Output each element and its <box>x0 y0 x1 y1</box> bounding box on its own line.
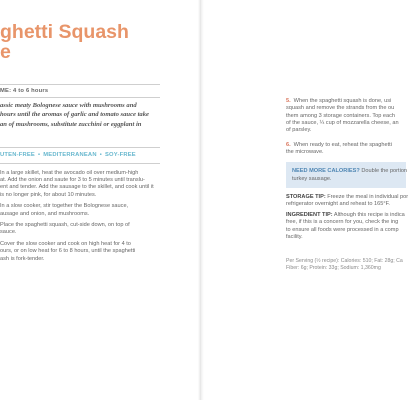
intro-text <box>0 101 158 129</box>
step-line: Cover the slow cooker and cook on high heat for 4 to <box>0 241 131 248</box>
recipe-title <box>0 22 129 62</box>
tip-label: STORAGE TIP: <box>286 194 326 200</box>
tip-line: refrigerator overnight and reheat to 165°F. <box>286 201 390 208</box>
tag-separator-icon: • <box>37 152 41 158</box>
step-item <box>0 203 160 217</box>
steps-left <box>0 170 160 267</box>
tip-line <box>286 212 405 219</box>
right-page <box>200 0 408 400</box>
callout-text: Double the portion <box>361 168 408 174</box>
tip-text: Freeze the meal in individual por <box>327 194 408 200</box>
step-item <box>0 222 160 236</box>
step-item <box>286 98 400 134</box>
nutrition-info <box>286 258 403 272</box>
step-line <box>286 142 400 149</box>
intro-line: hours until the aromas of garlic and tomato sauce take <box>0 111 149 119</box>
step-line: sauce. <box>0 229 17 236</box>
left-page <box>0 0 200 400</box>
ingredient-tip <box>286 212 405 241</box>
step-number: 6. <box>286 142 291 148</box>
step-line: of parsley. <box>286 127 312 134</box>
divider <box>0 97 160 98</box>
diet-tags <box>0 152 136 158</box>
diet-tag: MEDITERRANEAN <box>43 152 97 158</box>
intro-line: an of mushrooms, substitute zucchini or eggplant in <box>0 120 142 128</box>
nutrition-line: Per Serving (½ recipe): Calories: 510; Fat: 28g; Ca <box>286 258 403 264</box>
step-line: of the sauce, ¼ cup of mozzarella cheese, an <box>286 119 399 126</box>
tip-text: Although this recipe is indica <box>333 212 405 218</box>
tip-line: facility. <box>286 233 303 240</box>
title-line: e <box>0 41 11 63</box>
step-line: is no longer pink, for about 10 minutes. <box>0 191 97 198</box>
divider <box>0 163 160 164</box>
callout-line <box>292 168 407 175</box>
calories-callout <box>286 162 406 188</box>
tip-line: free, if this is a concern for you, check the ing <box>286 219 399 226</box>
step-line: the microwave. <box>286 149 324 156</box>
step-line: In a slow cooker, stir together the Bolognese sauce, <box>0 203 129 210</box>
callout-line: turkey sausage. <box>292 175 332 182</box>
tip-label: INGREDIENT TIP: <box>286 212 333 218</box>
step-line: squash and remove the strands from the ou <box>286 105 395 112</box>
step-line: ent and tender. Add the sausage to the skillet, and cook until it <box>0 184 154 191</box>
step-line-text: When ready to eat, reheat the spaghetti <box>293 142 392 148</box>
step-line: Place the spaghetti squash, cut-side down, on top of <box>0 222 130 229</box>
step-line: ours, or on low heat for 6 to 8 hours, until the spaghetti <box>0 248 136 255</box>
cook-time: ME: 4 to 6 hours <box>0 88 49 94</box>
step-line-text: When the spaghetti squash is done, usi <box>293 98 392 104</box>
tag-separator-icon: • <box>99 152 102 158</box>
step-number: 5. <box>286 98 291 104</box>
divider <box>0 84 160 85</box>
step-line: them among 3 storage containers. Top each <box>286 112 396 119</box>
step-item <box>0 170 160 199</box>
step-line: ausage and onion, and mushrooms. <box>0 210 90 217</box>
step-item <box>286 142 400 157</box>
divider <box>0 147 160 148</box>
tip-line: to ensure all foods were processed in a comp <box>286 226 399 233</box>
storage-tip <box>286 194 408 209</box>
step-line: ash is fork-tender. <box>0 255 45 262</box>
title-line: ghetti Squash <box>0 21 129 43</box>
callout-label: NEED MORE CALORIES? <box>292 168 360 174</box>
step-line: In a large skillet, heat the avocado oil over medium-high <box>0 170 139 176</box>
diet-tag: SOY-FREE <box>104 152 136 158</box>
nutrition-line: Fiber: 6g; Protein: 33g; Sodium: 1,360mg <box>286 265 381 271</box>
step-item <box>0 241 160 263</box>
step-line <box>286 98 400 105</box>
tip-line <box>286 194 408 201</box>
diet-tag: UTEN-FREE <box>0 152 35 158</box>
step-line: at. Add the onion and saute for 3 to 5 minutes until translu- <box>0 177 145 184</box>
intro-line: assic meaty Bolognese sauce with mushrooms and <box>0 102 137 109</box>
